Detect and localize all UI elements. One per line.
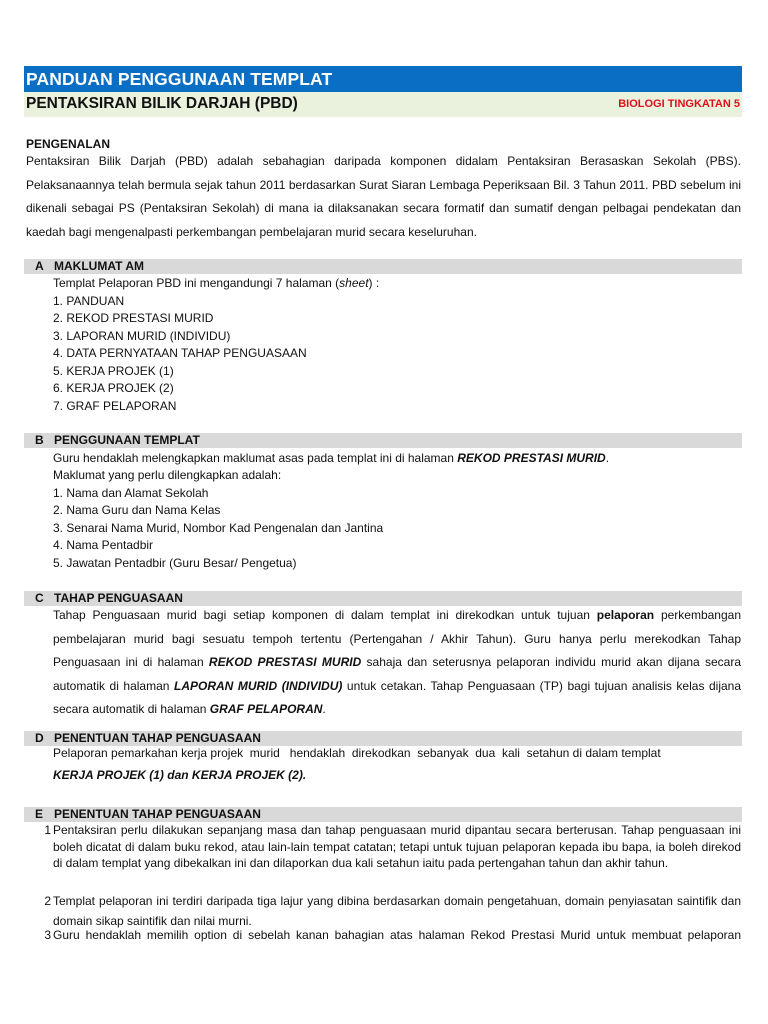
list-item: 6. KERJA PROJEK (2) [53,381,174,395]
list-item: Templat pelaporan ini terdiri daripada tiga lajur yang dibina berdasarkan domain pengetahuan, domain penyiasatan saintifik dan domain sikap saintifik dan nilai murni. [53,894,741,928]
document-title: PANDUAN PENGGUNAAN TEMPLAT [24,66,742,92]
section-c-paragraph: Tahap Penguasaan murid bagi setiap komponen di dalam templat ini direkodkan untuk tujuan pelaporan perkembangan pembelajaran murid bagi sesuatu tempoh tertentu (Pertengahan / Akhir Tahun). Guru hanya perlu merekodkan Tahap Penguasaan ini di halaman REKOD PRESTASI MURID sahaja dan seterusnya pelaporan individu murid akan dijana secara automatik di halaman LAPORAN MURID (INDIVIDU) untuk cetakan. Tahap Penguasaan (TP) bagi tujuan analisis kelas dijana secara automatik di halaman GRAF PELAPORAN. [53,608,742,716]
list-item: 2. Nama Guru dan Nama Kelas [53,503,221,517]
subtitle-bar [24,92,742,117]
intro-paragraph: Pentaksiran Bilik Darjah (PBD) adalah sebahagian daripada komponen didalam Pentaksiran Berasaskan Sekolah (PBS). Pelaksanaannya telah bermula sejak tahun 2011 berdasarkan Surat Siaran Lembaga Peperiksaan Bil. 3 Tahun 2011. PBD sebelum ini dikenali sebagai PS (Pentaksiran Sekolah) di mana ia dilaksanakan secara formatif dan sumatif dengan pelbagai pendekatan dan kaedah bagi mengenalpasti perkembangan pembelajaran murid secara keseluruhan. [26,154,741,239]
list-item: 4. DATA PERNYATAAN TAHAP PENGUASAAN [53,346,307,360]
item-number: 2 [44,894,51,908]
section-c-letter: C [35,591,44,605]
section-e-title: PENENTUAN TAHAP PENGUASAAN [54,807,261,821]
section-b-line1: Guru hendaklah melengkapkan maklumat asas pada templat ini di halaman REKOD PRESTASI MURID. [53,451,610,465]
section-c-title: TAHAP PENGUASAAN [54,591,183,605]
list-item: 3. LAPORAN MURID (INDIVIDU) [53,329,231,343]
list-item: 3. Senarai Nama Murid, Nombor Kad Pengenalan dan Jantina [53,521,384,535]
list-item: Guru hendaklah memilih option di sebelah kanan bahagian atas halaman Rekod Prestasi Murid untuk membuat pelaporan [53,928,741,942]
section-e-letter: E [35,807,44,821]
section-b-letter: B [35,433,44,447]
list-item: 1. Nama dan Alamat Sekolah [53,486,209,500]
item-number: 3 [44,928,51,942]
section-d-letter: D [35,731,44,745]
document-subtitle: PENTAKSIRAN BILIK DARJAH (PBD) [26,95,298,112]
section-a-title: MAKLUMAT AM [54,259,144,273]
section-d-line1: Pelaporan pemarkahan kerja projek murid hendaklah direkodkan sebanyak dua kali setahun di dalam templat [53,746,661,760]
section-b-title: PENGGUNAAN TEMPLAT [54,433,200,447]
section-b-line2: Maklumat yang perlu dilengkapkan adalah: [53,468,282,482]
list-item: 5. Jawatan Pentadbir (Guru Besar/ Pengetua) [53,556,297,570]
section-d-line2: KERJA PROJEK (1) dan KERJA PROJEK (2). [53,768,307,782]
section-a-intro: Templat Pelaporan PBD ini mengandungi 7 halaman (sheet) : [53,276,380,290]
list-item: 2. REKOD PRESTASI MURID [53,311,214,325]
section-e-header [24,807,742,822]
intro-heading: PENGENALAN [26,137,111,151]
list-item: Pentaksiran perlu dilakukan sepanjang masa dan tahap penguasaan murid dipantau secara berterusan. Tahap penguasaan ini boleh dicatat di dalam buku rekod, atau lain-lain tempat catatan; tetapi untuk tujuan pelaporan kepada ibu bapa, ia boleh direkod di dalam templat yang dibekalkan ini dan dilaporkan dua kali setahun iaitu pada pertengahan tahun dan akhir tahun. [53,823,741,870]
section-a-header [24,259,742,274]
section-d-header [24,731,742,746]
list-item: 5. KERJA PROJEK (1) [53,364,174,378]
list-item: 7. GRAF PELAPORAN [53,399,177,413]
list-item: 4. Nama Pentadbir [53,538,154,552]
subject-label: BIOLOGI TINGKATAN 5 [618,98,740,110]
section-a-letter: A [35,259,44,273]
item-number: 1 [44,823,51,837]
list-item: 1. PANDUAN [53,294,125,308]
section-d-title: PENENTUAN TAHAP PENGUASAAN [54,731,261,745]
section-b-header [24,433,742,448]
